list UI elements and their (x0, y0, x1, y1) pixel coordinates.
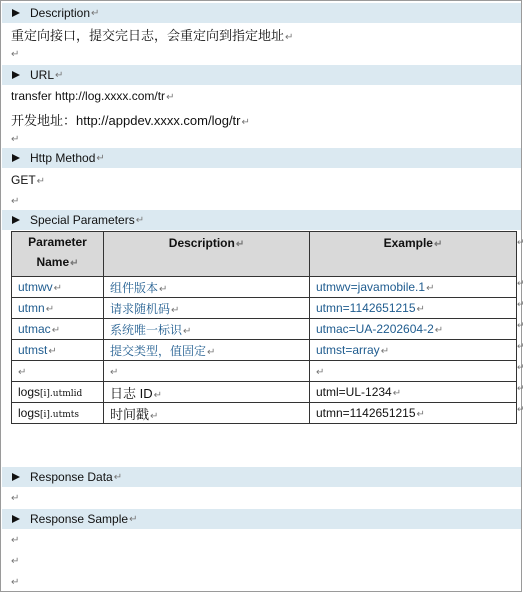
section-header-http-method: Http Method ↵ (2, 148, 521, 168)
table-row (12, 382, 517, 403)
section-header-description: Description ↵ (2, 3, 521, 23)
row-end-mark: ↵ (517, 362, 525, 372)
param-name-cell: utmn↵ (12, 298, 104, 319)
param-description-cell: 提交类型，值固定↵ (104, 340, 310, 361)
param-description-cell: 请求随机码↵ (104, 298, 310, 319)
column-header-description: Description↵ (104, 232, 310, 277)
url-dev: 开发地址：http://appdev.xxxx.com/log/tr↵ (11, 113, 250, 128)
url-transfer: transfer http://log.xxxx.com/tr↵ (11, 89, 175, 103)
empty-cell: ↵ (12, 361, 104, 382)
arrow-bullet-icon (12, 216, 21, 225)
section-title: Http Method (30, 151, 96, 165)
table-row (12, 403, 517, 424)
empty-paragraph: ↵ (11, 493, 20, 504)
empty-paragraph: ↵ (11, 577, 20, 588)
empty-paragraph: ↵ (11, 49, 20, 60)
row-end-mark: ↵ (517, 278, 525, 288)
column-header-example: Example↵ (310, 232, 517, 277)
table-row (12, 298, 517, 319)
section-title: Description (30, 6, 91, 20)
arrow-bullet-icon (12, 71, 21, 80)
table-row (12, 340, 517, 361)
section-header-response-sample: Response Sample ↵ (2, 509, 521, 529)
section-header-special-parameters: Special Parameters ↵ (2, 210, 521, 230)
table-header-row (12, 232, 517, 277)
empty-paragraph: ↵ (11, 535, 20, 546)
param-example-cell: utmn=1142651215↵ (310, 298, 517, 319)
param-description-cell: 组件版本↵ (104, 277, 310, 298)
param-name-cell: utmst↵ (12, 340, 104, 361)
arrow-bullet-icon (12, 515, 21, 524)
empty-paragraph: ↵ (11, 134, 20, 145)
method-value: GET↵ (11, 173, 46, 187)
param-example-cell: utmst=array↵ (310, 340, 517, 361)
row-end-mark: ↵ (517, 341, 525, 351)
section-title: Special Parameters (30, 213, 135, 227)
row-end-mark: ↵ (517, 320, 525, 330)
param-name-cell: utmwv↵ (12, 277, 104, 298)
table-row (12, 277, 517, 298)
section-title: URL (30, 68, 55, 82)
empty-cell: ↵ (104, 361, 310, 382)
parameters-table (11, 231, 517, 424)
column-header-parameter-name: Parameter Name↵ (12, 232, 104, 277)
row-end-mark: ↵ (517, 237, 525, 247)
row-end-mark: ↵ (517, 404, 525, 414)
param-description-cell: 时间戳↵ (104, 403, 310, 424)
description-text: 重定向接口，提交完日志，会重定向到指定地址↵ (11, 28, 294, 43)
table-row-empty (12, 361, 517, 382)
param-example-cell: utmn=1142651215↵ (310, 403, 517, 424)
param-example-cell: utmwv=javamobile.1↵ (310, 277, 517, 298)
empty-cell: ↵ (310, 361, 517, 382)
empty-paragraph: ↵ (11, 196, 20, 207)
param-name-cell: utmac↵ (12, 319, 104, 340)
arrow-bullet-icon (12, 154, 21, 163)
table-row (12, 319, 517, 340)
section-title: Response Data (30, 470, 113, 484)
row-end-mark: ↵ (517, 383, 525, 393)
param-example-cell: utml=UL-1234↵ (310, 382, 517, 403)
param-name-cell: logs[i].utmts (12, 403, 104, 424)
param-description-cell: 日志 ID↵ (104, 382, 310, 403)
section-title: Response Sample (30, 512, 129, 526)
param-name-cell: logs[i].utmlid (12, 382, 104, 403)
arrow-bullet-icon (12, 473, 21, 482)
param-description-cell: 系统唯一标识↵ (104, 319, 310, 340)
section-header-response-data: Response Data ↵ (2, 467, 521, 487)
param-example-cell: utmac=UA-2202604-2↵ (310, 319, 517, 340)
arrow-bullet-icon (12, 9, 21, 18)
empty-paragraph: ↵ (11, 556, 20, 567)
row-end-mark: ↵ (517, 299, 525, 309)
section-header-url: URL ↵ (2, 65, 521, 85)
